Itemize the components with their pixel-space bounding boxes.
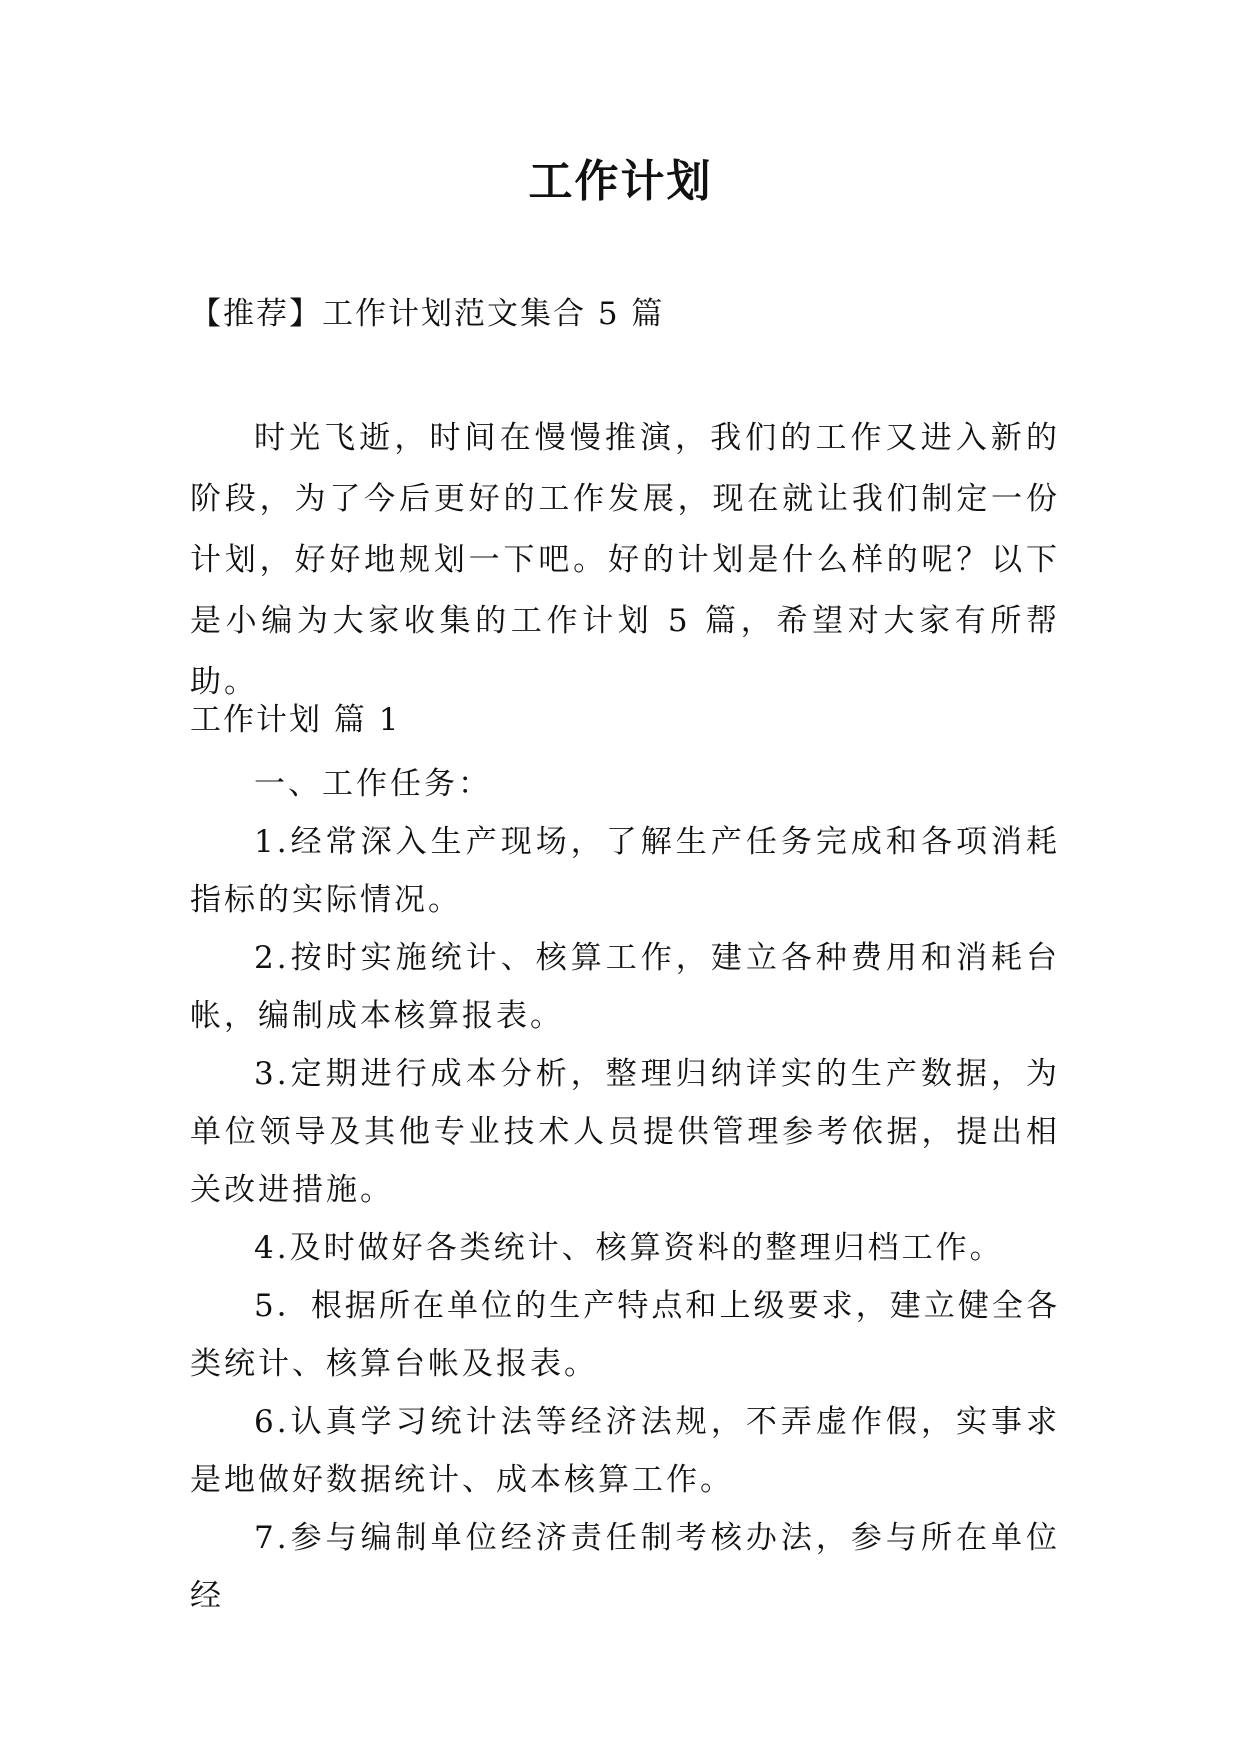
section-heading: 工作计划 篇 1 (190, 702, 401, 738)
task-heading: 一、工作任务： (254, 766, 492, 802)
section-body (190, 755, 1060, 1625)
document-title: 工作计划 (528, 156, 713, 207)
intro-paragraph: 时光飞逝，时间在慢慢推演，我们的工作又进入新的阶段，为了今后更好的工作发展，现在就让我们制定一份计划，好好地规划一下吧。好的计划是什么样的呢？以下是小编为大家收集的工作计划 5 篇，希望对大家有所帮助。 (190, 420, 1060, 700)
task-item-7: 7.参与编制单位经济责任制考核办法，参与所在单位经 (190, 1520, 1060, 1614)
task-item-2: 2.按时实施统计、核算工作，建立各种费用和消耗台帐，编制成本核算报表。 (190, 940, 1060, 1034)
task-item-6: 6.认真学习统计法等经济法规，不弄虚作假，实事求是地做好数据统计、成本核算工作。 (190, 1404, 1060, 1498)
task-item-4: 4.及时做好各类统计、核算资料的整理归档工作。 (254, 1230, 1004, 1266)
task-item-1: 1.经常深入生产现场，了解生产任务完成和各项消耗指标的实际情况。 (190, 824, 1060, 918)
task-item-3: 3.定期进行成本分析，整理归纳详实的生产数据，为单位领导及其他专业技术人员提供管理参考依据，提出相关改进措施。 (190, 1056, 1060, 1208)
task-item-5: 5．根据所在单位的生产特点和上级要求，建立健全各类统计、核算台帐及报表。 (190, 1288, 1060, 1382)
document-subtitle: 【推荐】工作计划范文集合 5 篇 (190, 296, 665, 332)
